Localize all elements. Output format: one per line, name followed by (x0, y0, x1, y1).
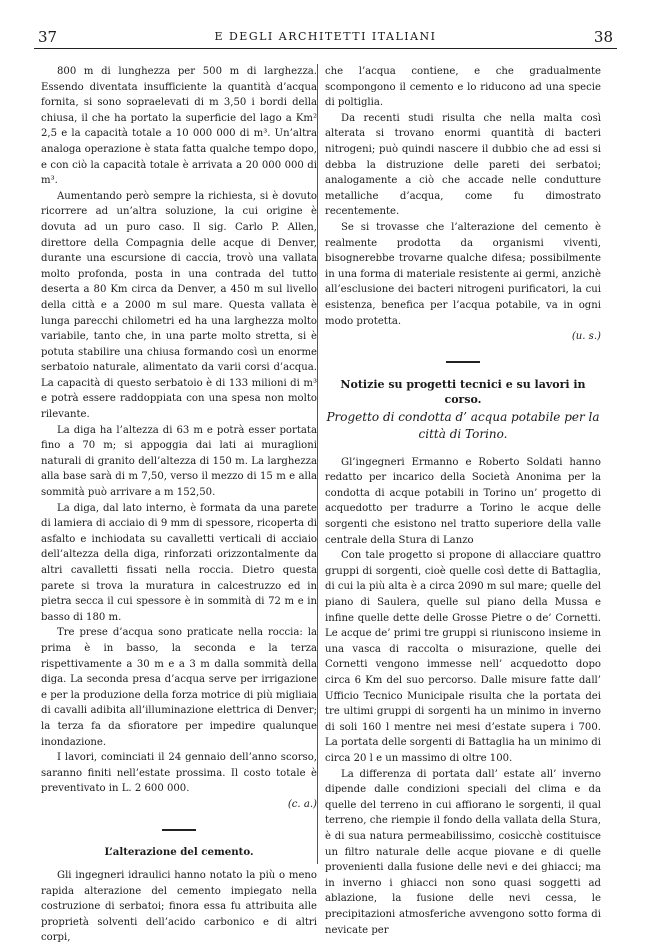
paragraph: che l’acqua contiene, e che gradualmente scompongono il cemento e lo riducono ad una specie di poltiglia. (325, 66, 601, 109)
paragraph: Se si trovasse che l’alterazione del cemento è realmente prodotta da organismi viventi, bisognerebbe trovarne qualche difesa; possibilmente in una forma di materiale resistente ai germi, anzichè all’esclusione dei bacteri nitrogeni purificatori, la cui esistenza, benefica per l’acqua potabile, va in ogni modo protetta. (325, 221, 601, 327)
section-rule (446, 361, 480, 363)
section-title: Notizie su progetti tecnici e su lavori in corso. (340, 377, 586, 406)
section-rule (162, 829, 196, 831)
paragraph: Tre prese d’acqua sono praticate nella roccia: la prima è in basso, la seconda e la terza rispettivamente a 30 m e a 3 m dalla sommità della diga. La seconda presa d’acqua serve per irrigazione e per la produzione della forza motrice di più migliaia di cavalli adibita all’illuminazione elettrica di Denver; la terza fa da sfioratore per impedire qualunque inondazione. (41, 627, 317, 748)
page-number-left: 37 (38, 28, 58, 46)
paragraph: 800 m di lunghezza per 500 m di larghezza. Essendo diventata insufficiente la quantità d’acqua fornita, si sono sopraelevati di m 3,50 i bordi della chiusa, il che ha portato la superficie del lago a Km² 2,5 e la capacità totale a 10 000 000 di m³. Un’altra analoga operazione è stata fatta qualche tempo dopo, e con ciò la capacità totale è arrivata a 20 000 000 di m³. (41, 66, 317, 187)
right-column (325, 64, 601, 938)
paragraph: Aumentando però sempre la richiesta, si è dovuto ricorrere ad un’altra soluzione, la cui origine è dovuta ad un puro caso. Il sig. Carlo P. Allen, direttore della Compagnia delle acque di Denver, durante una escursione di caccia, trovò una vallata molto profonda, posta in una contrada del tutto deserta a 80 Km circa da Denver, a 450 m sul livello della città e a 2000 m sul mare. Questa vallata è lunga parecchi chilometri ed ha una larghezza molto variabile, tanto che, in una parte molto stretta, si è potuta stabilire una chiusa formando così un enorme serbatoio naturale, alimentato da varii corsi d’acqua. La capacità di questo serbatoio è di 133 milioni di m³ e potrà essere raddoppiata con una spesa non molto rilevante. (41, 190, 317, 421)
paragraph: La diga, dal lato interno, è formata da una parete di lamiera di acciaio di 9 mm di spessore, ricoperta di asfalto e inchiodata su cavalletti verticali di acciaio dell’altezza della diga, rinforzati orizzontalmente da altri cavalletti fissati nella roccia. Dietro questa parete si trova la muratura in calcestruzzo ed in pietra secca il cui spessore è in sommità di 72 m e in basso di 180 m. (41, 502, 318, 623)
paragraph: La differenza di portata dall’ estate all’ inverno dipende dalle condizioni speciali del clima e da quelle del terreno in cui affiorano le sorgenti, il qual terreno, che riempie il fondo della vallata della Stura, è di sua natura permeabilissimo, cosicchè costituisce un filtro naturale delle acque piovane e di quelle provenienti dalla fusione delle nevi e dei ghiacci; ma in inverno i ghiacci non sono quasi soggetti ad ablazione, la fusione delle nevi cessa, le precipitazioni atmosferiche avvengono sotto forma di nevicate per (325, 768, 601, 936)
author-initials: (c. a.) (287, 798, 317, 810)
left-column (41, 64, 317, 946)
paragraph: Gli ingegneri idraulici hanno notato la più o meno rapida alterazione del cemento impiegato nella costruzione di serbatoi; finora essa fu attribuita alle proprietà solventi dell’acido carbonico e di altri corpi, (41, 870, 317, 944)
running-header (34, 22, 617, 49)
paragraph: La diga ha l’altezza di 63 m e potrà esser portata fino a 70 m; si appoggia dai lati ai muraglioni naturali di granito dell’altezza di 150 m. La larghezza alla base sarà di m 7,50, verso il mezzo di 15 m e alla sommità può arrivare a m 152,50. (41, 424, 317, 499)
page-number-right: 38 (593, 28, 613, 46)
running-title: E DEGLI ARCHITETTI ITALIANI (214, 30, 437, 43)
paragraph: I lavori, cominciati il 24 gennaio dell’anno scorso, saranno finiti nell’estate prossima. Il costo totale è preventivato in L. 2 600 000. (41, 752, 317, 795)
author-initials: (u. s.) (571, 331, 601, 343)
column-divider (317, 64, 318, 864)
section-title: L’alterazione del cemento. (104, 845, 254, 858)
article-title: Progetto di condotta d’ acqua potabile per la città di Torino. (326, 409, 600, 441)
paragraph: Con tale progetto si propone di allacciare quattro gruppi di sorgenti, cioè quelle così dette di Battaglia, di cui la più alta è a circa 2090 m sul mare; quelle del piano di Saulera, quelle sul piano della Mussa e infine quelle dette delle Grosse Pietre o de’ Cornetti. Le acque de’ primi tre gruppi si riuniscono insieme in una vasca di raccolta o misurazione, quelle dei Cornetti vengono immesse nell’ acquedotto dopo circa 6 Km del suo percorso. Dalle misure fatte dall’ Ufficio Tecnico Municipale risulta che la portata dei tre ultimi gruppi di sorgenti ha un minimo in inverno di soli 160 l mentre nei mesi d’estate supera i 700. La portata delle sorgenti di Battaglia ha un minimo di circa 20 l e un massimo di oltre 100. (325, 550, 601, 764)
paragraph: Gl’ingegneri Ermanno e Roberto Soldati hanno redatto per incarico della Società Anonima per la condotta di acque potabili in Torino un’ progetto di acquedotto per tradurre a Torino le acque delle sorgenti che esistono nel tratto superiore della valle centrale della Stura di Lanzo (325, 456, 601, 546)
paragraph: Da recenti studi risulta che nella malta così alterata si trovano enormi quantità di bacteri nitrogeni; può quindi nascere il dubbio che ad essi si debba la distruzione delle pareti dei serbatoi; analogamente a ciò che accade nelle condutture metalliche d’acqua, come fu dimostrato recentemente. (325, 112, 601, 218)
